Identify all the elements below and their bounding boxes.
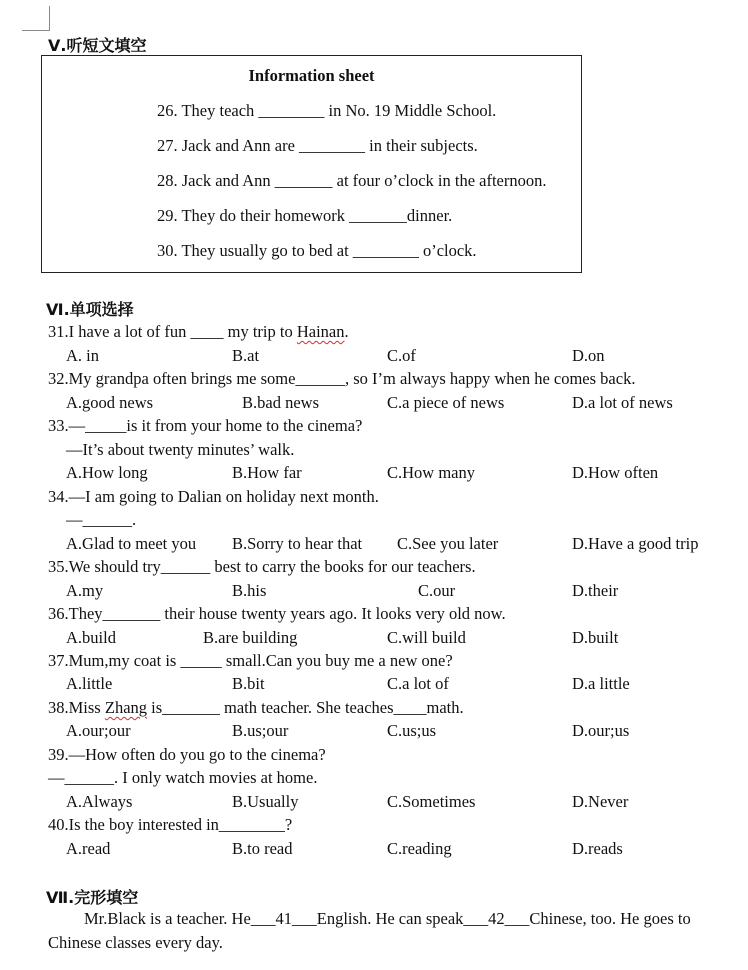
question-34-option-a: A.Glad to meet you [66,534,197,553]
question-31-option-d: D.on [572,346,605,365]
question-35-option-c: C.our [418,581,456,600]
question-36-option-d: D.built [572,628,619,647]
question-32-option-d: D.a lot of news [572,393,673,412]
page-corner-mark-horizontal [22,30,50,31]
question-37-option-d: D.a little [572,674,630,693]
information-sheet-box [41,55,582,273]
question-33-stem: 33.—_____is it from your home to the cinema? [48,416,363,435]
question-31-option-c: C.of [387,346,416,365]
question-39-option-d: D.Never [572,792,629,811]
question-33-option-b: B.How far [232,463,302,482]
question-33-option-a: A.How long [66,463,148,482]
question-36-option-c: C.will build [387,628,466,647]
information-sheet-title: Information sheet [248,66,375,85]
cloze-paragraph-line-2: Chinese classes every day. [48,933,223,952]
question-35-stem: 35.We should try______ best to carry the books for our teachers. [48,557,476,576]
listening-item-30: 30. They usually go to bed at ________ o’clock. [157,241,477,260]
section-6-heading: Ⅵ.单项选择 [46,300,134,319]
question-37-option-c: C.a lot of [387,674,449,693]
question-39-dialogue: —______. I only watch movies at home. [48,768,318,787]
question-40-option-d: D.reads [572,839,623,858]
question-38-option-b: B.us;our [232,721,289,740]
question-38-option-a: A.our;our [66,721,131,740]
question-32-stem: 32.My grandpa often brings me some______, so I’m always happy when he comes back. [48,369,636,388]
question-31-option-b: B.at [232,346,260,365]
question-31-option-a: A. in [66,346,99,365]
question-40-option-c: C.reading [387,839,452,858]
question-32-option-c: C.a piece of news [387,393,505,412]
listening-item-27: 27. Jack and Ann are ________ in their subjects. [157,136,478,155]
question-37-option-a: A.little [66,674,113,693]
question-40-option-b: B.to read [232,839,293,858]
question-39-option-c: C.Sometimes [387,792,476,811]
question-39-option-b: B.Usually [232,792,299,811]
question-37-stem: 37.Mum,my coat is _____ small.Can you buy me a new one? [48,651,453,670]
question-40-stem: 40.Is the boy interested in________? [48,815,293,834]
listening-item-29: 29. They do their homework _______dinner. [157,206,453,225]
section-7-heading: Ⅶ.完形填空 [46,888,139,907]
question-35-option-d: D.their [572,581,619,600]
listening-item-28: 28. Jack and Ann _______ at four o’clock in the afternoon. [157,171,547,190]
cloze-paragraph-line-1: Mr.Black is a teacher. He___41___English. He can speak___42___Chinese, too. He goes to [84,909,691,928]
question-35-option-a: A.my [66,581,104,600]
question-38-option-c: C.us;us [387,721,437,740]
question-34-dialogue: —______. [66,510,137,529]
spellcheck-word: Zhang [104,698,148,717]
question-38-stem: 38.Miss Zhang is_______ math teacher. She teaches____math. [48,698,464,717]
spellcheck-word: Hainan [296,322,345,341]
question-35-option-b: B.his [232,581,267,600]
question-32-option-b: B.bad news [242,393,319,412]
question-39-option-a: A.Always [66,792,133,811]
question-36-stem: 36.They_______ their house twenty years ago. It looks very old now. [48,604,506,623]
question-34-option-b: B.Sorry to hear that [232,534,363,553]
page-corner-mark-vertical [49,6,50,31]
question-31-stem: 31.I have a lot of fun ____ my trip to Hainan. [48,322,349,341]
question-40-option-a: A.read [66,839,111,858]
question-37-option-b: B.bit [232,674,265,693]
question-39-stem: 39.—How often do you go to the cinema? [48,745,326,764]
question-36-option-a: A.build [66,628,116,647]
question-33-option-d: D.How often [572,463,659,482]
question-33-option-c: C.How many [387,463,475,482]
question-34-stem: 34.—I am going to Dalian on holiday next month. [48,487,379,506]
question-34-option-c: C.See you later [397,534,499,553]
section-5-heading: Ⅴ.听短文填空 [48,36,147,55]
question-34-option-d: D.Have a good trip [572,534,699,553]
question-36-option-b: B.are building [203,628,298,647]
question-33-dialogue: —It’s about twenty minutes’ walk. [66,440,295,459]
question-32-option-a: A.good news [66,393,154,412]
listening-item-26: 26. They teach ________ in No. 19 Middle School. [157,101,497,120]
question-38-option-d: D.our;us [572,721,630,740]
